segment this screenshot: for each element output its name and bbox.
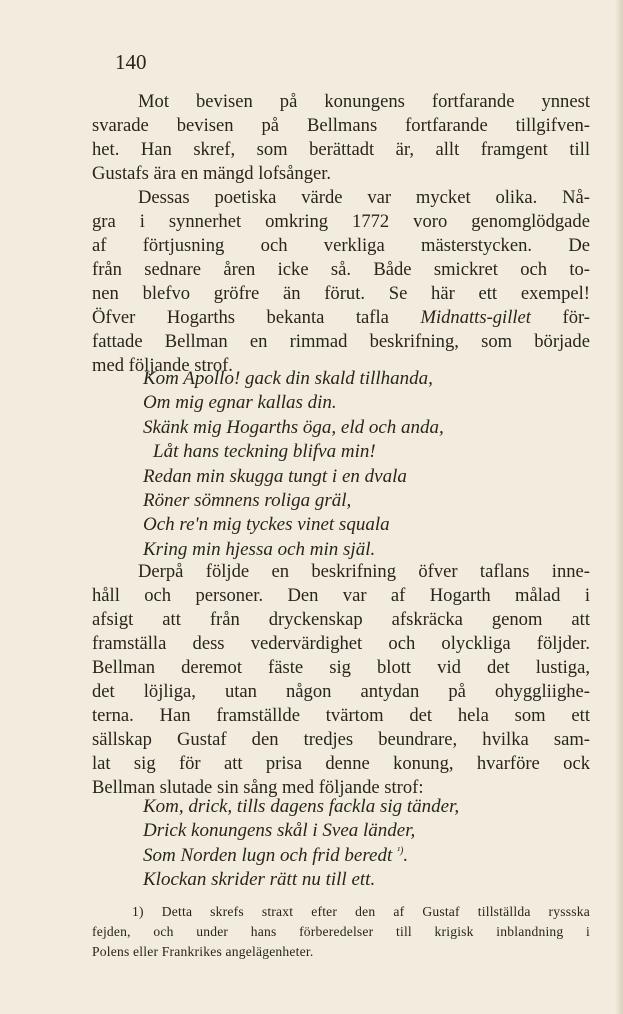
verse-1 xyxy=(143,367,573,562)
text-line: med följande strof. xyxy=(92,355,233,376)
verse-line: Redan min skugga tungt i en dvala xyxy=(143,465,407,487)
footnote-marker: 1) xyxy=(132,904,144,919)
verse-2 xyxy=(143,795,573,893)
verse-line: Låt hans teckning blifva min! xyxy=(153,441,376,463)
verse-line: Drick konungens skål i Svea länder, xyxy=(143,820,416,842)
text-line: Derpå följde en beskrifning öfver taflans inne- xyxy=(138,561,590,582)
page-number: 140 xyxy=(115,50,147,74)
text-line: afsigt att från dryckenskap afskräcka genom att xyxy=(92,609,590,630)
verse-line: Röner sömnens roliga gräl, xyxy=(143,489,352,511)
footnote-line xyxy=(92,902,590,922)
text-line: lat sig för att prisa denne konung, hvarföre ock xyxy=(92,753,590,774)
verse-line: Om mig egnar kallas din. xyxy=(143,392,337,414)
footnote-text: Detta skrefs straxt efter den af Gustaf tillställda ryssska xyxy=(161,904,590,919)
text-line: det löjliga, utan någon antydan på ohyggliighe- xyxy=(92,681,590,702)
footnote-line: Polens eller Frankrikes angelägenheter. xyxy=(92,944,314,959)
text-line: Öfver Hogarths bekanta tafla Midnatts-gillet för- xyxy=(92,307,591,328)
text-line: gra i synnerhet omkring 1772 voro genomglödgade xyxy=(92,211,590,232)
verse-line: Skänk mig Hogarths öga, eld och anda, xyxy=(143,416,444,438)
footnote-reference: ¹) xyxy=(397,845,404,857)
verse-line: Kom Apollo! gack din skald tillhanda, xyxy=(143,368,433,389)
text-line: Bellman slutade sin sång med följande strof: xyxy=(92,777,424,798)
text-line: terna. Han framställde tvärtom det hela som ett xyxy=(92,705,590,726)
verse-line: Kring min hjessa och min själ. xyxy=(143,538,376,560)
text-line: sällskap Gustaf den tredjes beundrare, hvilka sam- xyxy=(92,729,590,750)
text-line: nen blefvo gröfre än förut. Se här ett exempel! xyxy=(92,283,590,304)
text-line: Bellman deremot fäste sig blott vid det lustiga, xyxy=(92,657,590,678)
page-edge xyxy=(615,0,623,1014)
text-line: håll och personer. Den var af Hogarth målad i xyxy=(92,585,590,606)
text-line: framställa dess vedervärdighet och olyckliga följder. xyxy=(92,633,590,654)
verse-line: Som Norden lugn och frid beredt $^{^1)}$. xyxy=(143,844,409,866)
verse-text: Som Norden lugn och frid beredt xyxy=(143,844,393,866)
verse-line: Klockan skrider rätt nu till ett. xyxy=(143,869,376,891)
verse-line: Och re'n mig tyckes vinet squala xyxy=(143,514,390,536)
footnote xyxy=(92,902,590,962)
text-line: Gustafs ära en mängd lofsånger. xyxy=(92,163,332,184)
text-line: Dessas poetiska värde var mycket olika. Nå- xyxy=(138,187,590,208)
artwork-title: Midnatts-gillet xyxy=(420,307,531,328)
text-line: af förtjusning och verkliga mästerstycken. De xyxy=(92,235,590,256)
text-line: svarade bevisen på Bellmans fortfarande tillgifven- xyxy=(92,115,590,136)
footnote-line: fejden, och under hans förberedelser till krigisk inblandning i xyxy=(92,924,590,939)
text-line: fattade Bellman en rimmad beskrifning, som började xyxy=(92,331,590,352)
verse-line: Kom, drick, tills dagens fackla sig tänder, xyxy=(143,796,460,817)
text-line: Mot bevisen på konungens fortfarande ynnest xyxy=(138,91,590,112)
text-line: het. Han skref, som berättadt är, allt framgent till xyxy=(92,139,590,160)
paragraph-1 xyxy=(92,90,590,378)
paragraph-2 xyxy=(92,560,590,800)
text-line: från sednare åren icke så. Både smickret och to- xyxy=(92,259,590,280)
